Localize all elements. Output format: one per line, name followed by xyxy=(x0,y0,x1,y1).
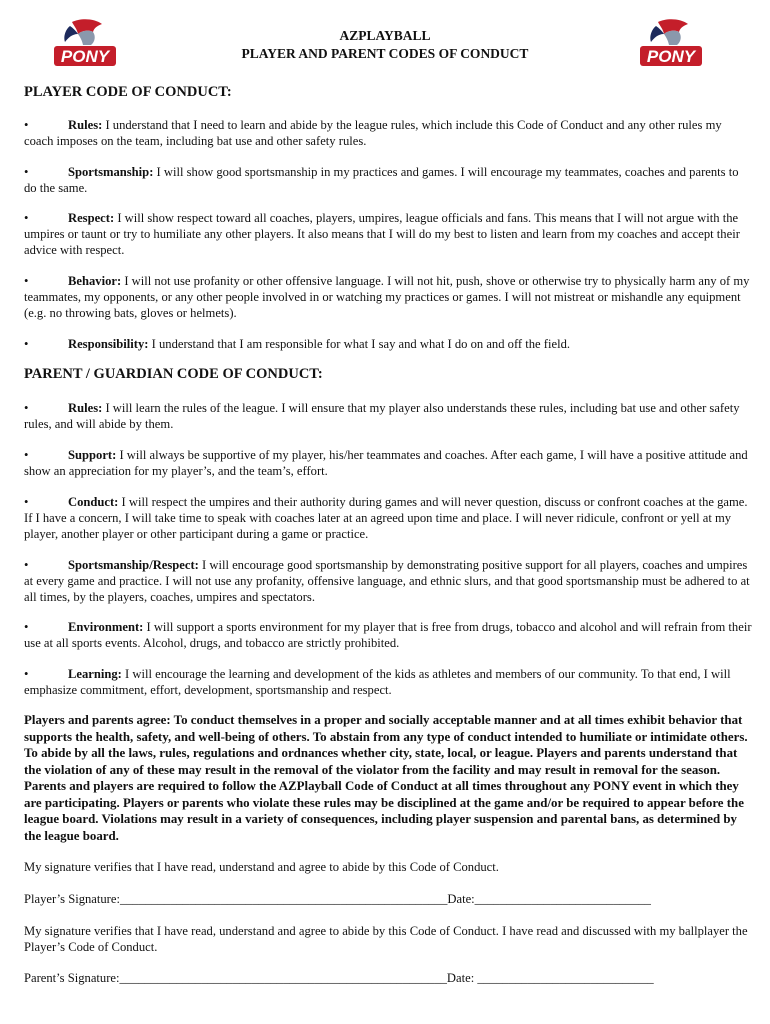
document-title: PLAYER AND PARENT CODES OF CONDUCT xyxy=(241,46,529,61)
parent-rule-learning: • Learning: I will encourage the learning and development of the kids as athletes and members of our community. To that end, I will emphasize commitment, effort, development, sportsmanship and respect. xyxy=(24,667,731,697)
player-verify-text: My signature verifies that I have read, understand and agree to abide by this Code of Conduct. xyxy=(24,860,499,874)
parent-signature-line[interactable]: Parent’s Signature:____________________________________________________Date: ____________________________ xyxy=(24,971,654,985)
document-header xyxy=(0,27,770,63)
parent-rule-rules: • Rules: I will learn the rules of the league. I will ensure that my player also understands these rules, including bat use and other safety rules, and will abide by them. xyxy=(24,401,740,431)
parent-section-title: PARENT / GUARDIAN CODE OF CONDUCT: xyxy=(24,366,323,382)
agreement-paragraph: Players and parents agree: To conduct themselves in a proper and socially acceptable manner and at all times exhibit behavior that supports the health, safety, and well-being of others. To abstain from any type of conduct intended to humiliate or intimidate others. To abide by all the laws, rules, regulations and ordnances whether city, state, local, or league. Players and parents understand that the violation of any of these may result in the removal of the violator from the facility and may result in removal for the season. Parents and players are required to follow the AZPlayball Code of Conduct at all times throughout any PONY event in which they are participating. Players or parents who violate these rules may be disciplined at the game and/or be required to appear before the league board. Violations may result in a variety of consequences, including player suspension and parental bans, as determined by the league board. xyxy=(24,713,748,843)
player-rule-responsibility: • Responsibility: I understand that I am responsible for what I say and what I do on and off the field. xyxy=(24,337,571,351)
player-signature-line[interactable]: Player’s Signature:____________________________________________________Date:____________________________ xyxy=(24,892,651,906)
parent-verify-text: My signature verifies that I have read, understand and agree to abide by this Code of Conduct. I have read and discussed with my ballplayer the Player’s Code of Conduct. xyxy=(24,924,748,954)
player-section-title: PLAYER CODE OF CONDUCT: xyxy=(24,84,232,100)
parent-rule-support: • Support: I will always be supportive of my player, his/her teammates and coaches. After each game, I will have a positive attitude and show an appreciation for my player’s, and the team’s, effort. xyxy=(24,448,748,478)
parent-rule-sportsmanship-respect: • Sportsmanship/Respect: I will encourage good sportsmanship by demonstrating positive support for all players, coaches and umpires at every game and practice. I will not use any profanity, offensive language, and ethnic slurs, and that good sportsmanship must be adhered to at all times, by the players, coaches, umpires and spectators. xyxy=(24,558,750,604)
player-rule-rules: • Rules: I understand that I need to learn and abide by the league rules, which include this Code of Conduct and any other rules my coach imposes on the team, including bat use and other safety rules. xyxy=(24,118,722,148)
parent-rule-environment: • Environment: I will support a sports environment for my player that is free from drugs, tobacco and alcohol and will refrain from their use at all sports events. Alcohol, drugs, and tobacco are strictly prohibited. xyxy=(24,620,752,650)
player-rule-sportsmanship: • Sportsmanship: I will show good sportsmanship in my practices and games. I will encourage my teammates, coaches and parents to do the same. xyxy=(24,165,739,195)
svg-text:PONY: PONY xyxy=(60,47,110,66)
player-rule-respect: • Respect: I will show respect toward all coaches, players, umpires, league officials and fans. This means that I will not argue with the umpires or taunt or try to humiliate any other players. It also means that I will do my best to listen and learn from my coaches and accept their advice with respect. xyxy=(24,211,740,257)
player-rule-behavior: • Behavior: I will not use profanity or other offensive language. I will not hit, push, shove or otherwise try to physically harm any of my teammates, my opponents, or any other people involved in or watching my practices or games. I will not mistreat or mishandle any equipment (e.g. no throwing bats, gloves or helmets). xyxy=(24,274,750,320)
org-name: AZPLAYBALL xyxy=(339,28,431,43)
parent-rule-conduct: • Conduct: I will respect the umpires and their authority during games and will never question, discuss or confront coaches at the game. If I have a concern, I will take time to speak with coaches later at an agreed upon time and place. I will never ridicule, confront or yell at my player, another player or other participant during a game or practice. xyxy=(24,495,748,541)
svg-text:PONY: PONY xyxy=(646,47,696,66)
